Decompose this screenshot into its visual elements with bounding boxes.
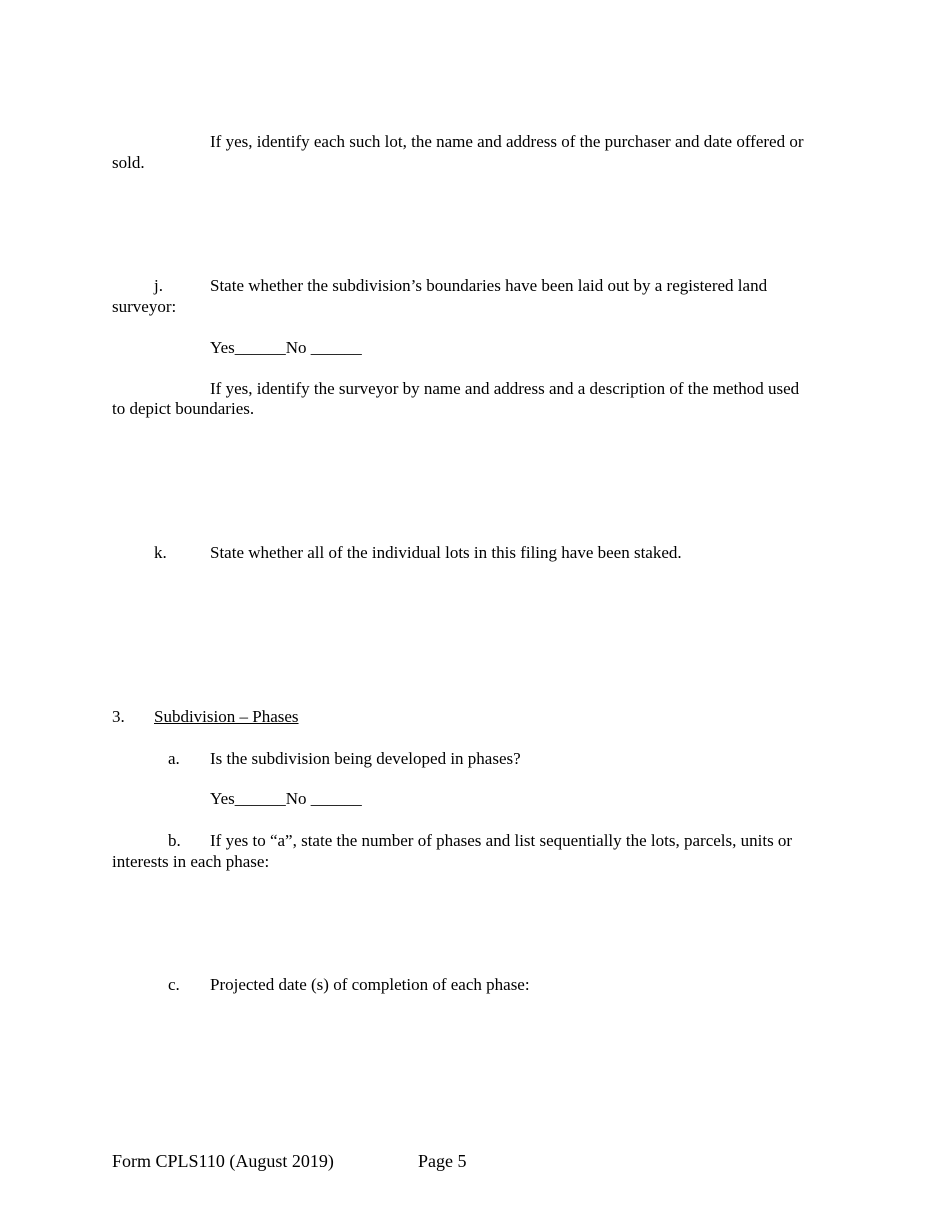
item-3a-yes-no-field[interactable]: Yes______No ______ (210, 789, 362, 808)
item-j-followup-line-1: If yes, identify the surveyor by name and address and a description of the method used (210, 379, 800, 398)
section-3-heading: Subdivision – Phases (154, 707, 299, 726)
footer-page-number: Page 5 (418, 1151, 467, 1171)
footer-form-id: Form CPLS110 (August 2019) (112, 1151, 334, 1171)
item-3a-question: Is the subdivision being developed in phases? (210, 749, 521, 768)
item-k-letter: k. (154, 543, 167, 562)
item-j-question-line-2: surveyor: (112, 297, 177, 316)
item-3b-question-line-2: interests in each phase: (112, 852, 270, 871)
item-3b-letter: b. (168, 831, 181, 850)
item-j-letter: j. (154, 276, 163, 295)
item-3b-question-line-1: If yes to “a”, state the number of phases and list sequentially the lots, parcels, units or (210, 831, 793, 850)
item-3a-letter: a. (168, 749, 180, 768)
item-3c-question: Projected date (s) of completion of each phase: (210, 975, 530, 994)
lot-identification-line-2: sold. (112, 153, 145, 172)
item-j-question-line-1: State whether the subdivision’s boundaries have been laid out by a registered land (210, 276, 768, 295)
item-j-followup-line-2: to depict boundaries. (112, 399, 255, 418)
item-3c-letter: c. (168, 975, 180, 994)
item-k-question: State whether all of the individual lots in this filing have been staked. (210, 543, 682, 562)
item-j-yes-no-field[interactable]: Yes______No ______ (210, 338, 362, 357)
section-3-number: 3. (112, 707, 125, 726)
lot-identification-line-1: If yes, identify each such lot, the name and address of the purchaser and date offered or (210, 132, 804, 151)
